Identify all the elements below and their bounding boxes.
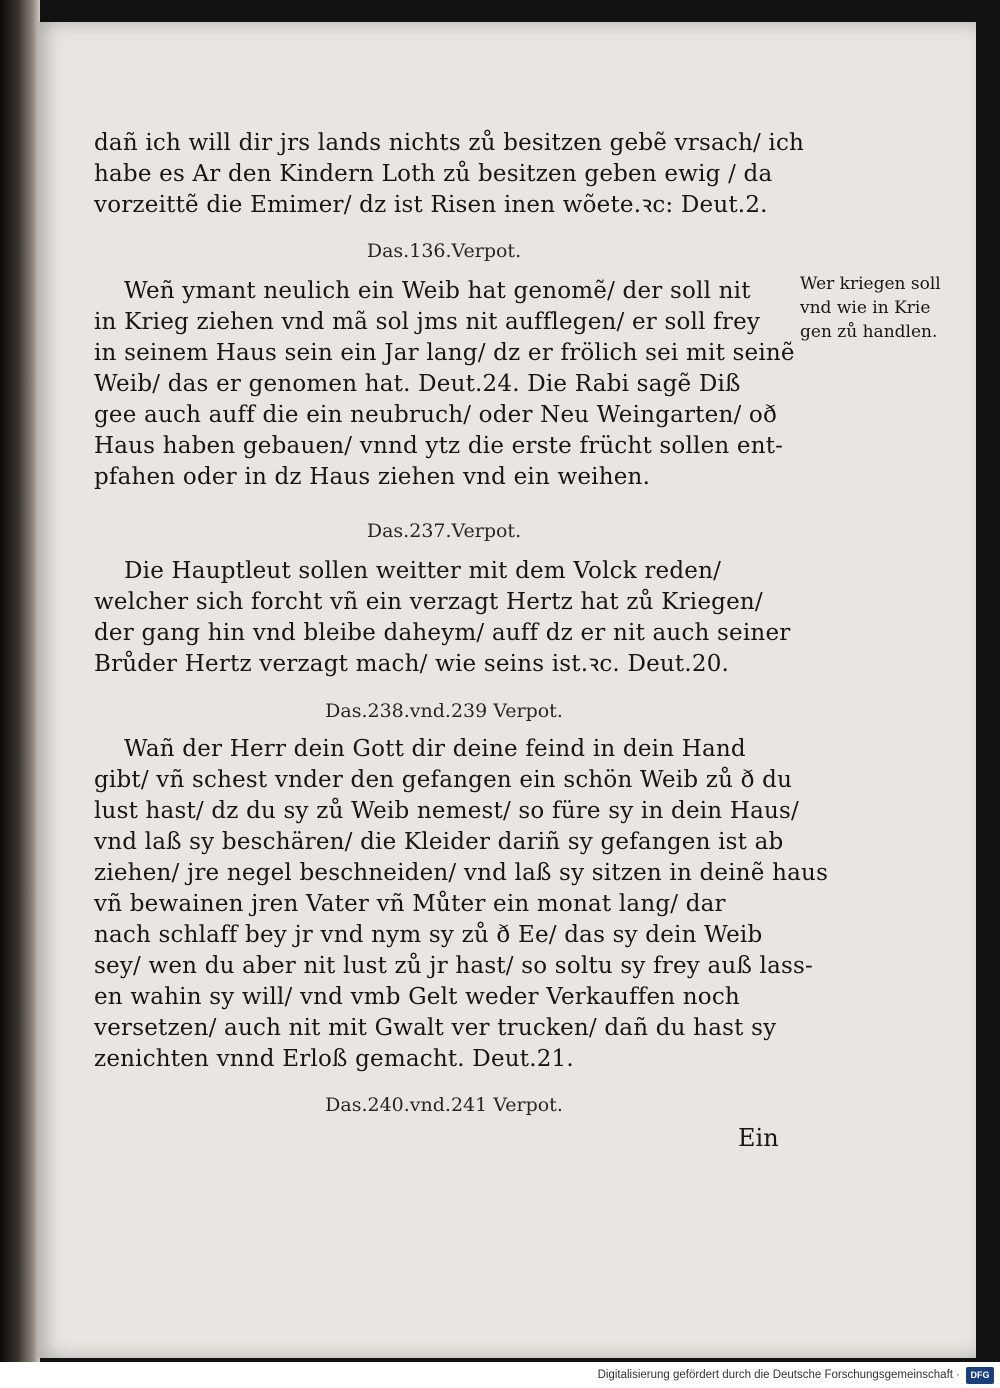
text-block-3 — [94, 556, 794, 680]
text-line: Wañ der Herr dein Gott dir deine feind in dein Hand — [124, 736, 746, 762]
margin-note — [800, 272, 970, 344]
text-line: Weib/ das er genomen hat. Deut.24. Die Rabi sagẽ Diß — [94, 371, 741, 397]
text-line: der gang hin vnd bleibe daheym/ auff dz er nit auch seiner — [94, 620, 791, 646]
text-line: pfahen oder in dz Haus ziehen vnd ein weihen. — [94, 464, 651, 490]
dfg-logo-icon: DFG — [966, 1367, 994, 1384]
text-line: in seinem Haus sein ein Jar lang/ dz er frölich sei mit seinẽ — [94, 340, 795, 366]
text-line: welcher sich forcht vñ ein verzagt Hertz hat zů Kriegen/ — [94, 589, 763, 615]
text-line: Haus haben gebauen/ vnnd ytz die erste frücht sollen ent- — [94, 433, 784, 459]
text-line: Brůder Hertz verzagt mach/ wie seins ist.ꝛc. Deut.20. — [94, 651, 730, 677]
text-line: lust hast/ dz du sy zů Weib nemest/ so füre sy in dein Haus/ — [94, 798, 799, 824]
text-line: gee auch auff die ein neubruch/ oder Neu Weingarten/ oð — [94, 402, 778, 428]
text-line: vnd laß sy beschären/ die Kleider dariñ sy gefangen ist ab — [94, 829, 784, 855]
text-line: en wahin sy will/ vnd vmb Gelt weder Verkauffen noch — [94, 984, 740, 1010]
text-line: habe es Ar den Kindern Loth zů besitzen geben ewig / da — [94, 161, 773, 187]
dfg-credit-text: Digitalisierung gefördert durch die Deutsche Forschungsgemeinschaft · — [597, 1369, 960, 1381]
text-line: versetzen/ auch nit mit Gwalt ver trucken/ dañ du hast sy — [94, 1015, 777, 1041]
text-line: vñ bewainen jren Vater vñ Můter ein monat lang/ dar — [94, 891, 726, 917]
text-block-4 — [94, 734, 829, 1075]
book-binding-edge — [0, 0, 40, 1362]
text-line: dañ ich will dir jrs lands nichts zů besitzen gebẽ vrsach/ ich — [94, 130, 805, 156]
text-line: in Krieg ziehen vnd mã sol jms nit aufflegen/ er soll frey — [94, 309, 761, 335]
digitization-footer — [0, 1364, 1000, 1388]
margin-note-line: vnd wie in Krie — [800, 298, 931, 318]
margin-note-line: Wer kriegen soll — [800, 274, 941, 294]
section-heading-237: Das.237.Verpot. — [366, 520, 522, 542]
text-line: nach schlaff bey jr vnd nym sy zů ð Ee/ das sy dein Weib — [94, 922, 763, 948]
section-heading-240-241: Das.240.vnd.241 Verpot. — [325, 1094, 563, 1116]
text-line: vorzeittẽ die Emimer/ dz ist Risen inen wõete.ꝛc: Deut.2. — [94, 192, 768, 218]
text-block-2 — [94, 276, 794, 493]
margin-note-line: gen zů handlen. — [800, 322, 938, 342]
text-line: ziehen/ jre negel beschneiden/ vnd laß sy sitzen in deinẽ haus — [94, 860, 829, 886]
text-line: sey/ wen du aber nit lust zů jr hast/ so soltu sy frey auß lass- — [94, 953, 813, 979]
text-line: zenichten vnnd Erloß gemacht. Deut.21. — [94, 1046, 574, 1072]
text-line: gibt/ vñ schest vnder den gefangen ein schön Weib zů ð du — [94, 767, 793, 793]
text-block-1 — [94, 128, 805, 221]
text-line: Weñ ymant neulich ein Weib hat genomẽ/ der soll nit — [124, 278, 751, 304]
catchword: Ein — [738, 1124, 779, 1152]
section-heading-238-239: Das.238.vnd.239 Verpot. — [325, 700, 563, 722]
book-page — [38, 22, 976, 1358]
text-line: Die Hauptleut sollen weitter mit dem Volck reden/ — [124, 558, 722, 584]
section-heading-136: Das.136.Verpot. — [366, 240, 522, 262]
